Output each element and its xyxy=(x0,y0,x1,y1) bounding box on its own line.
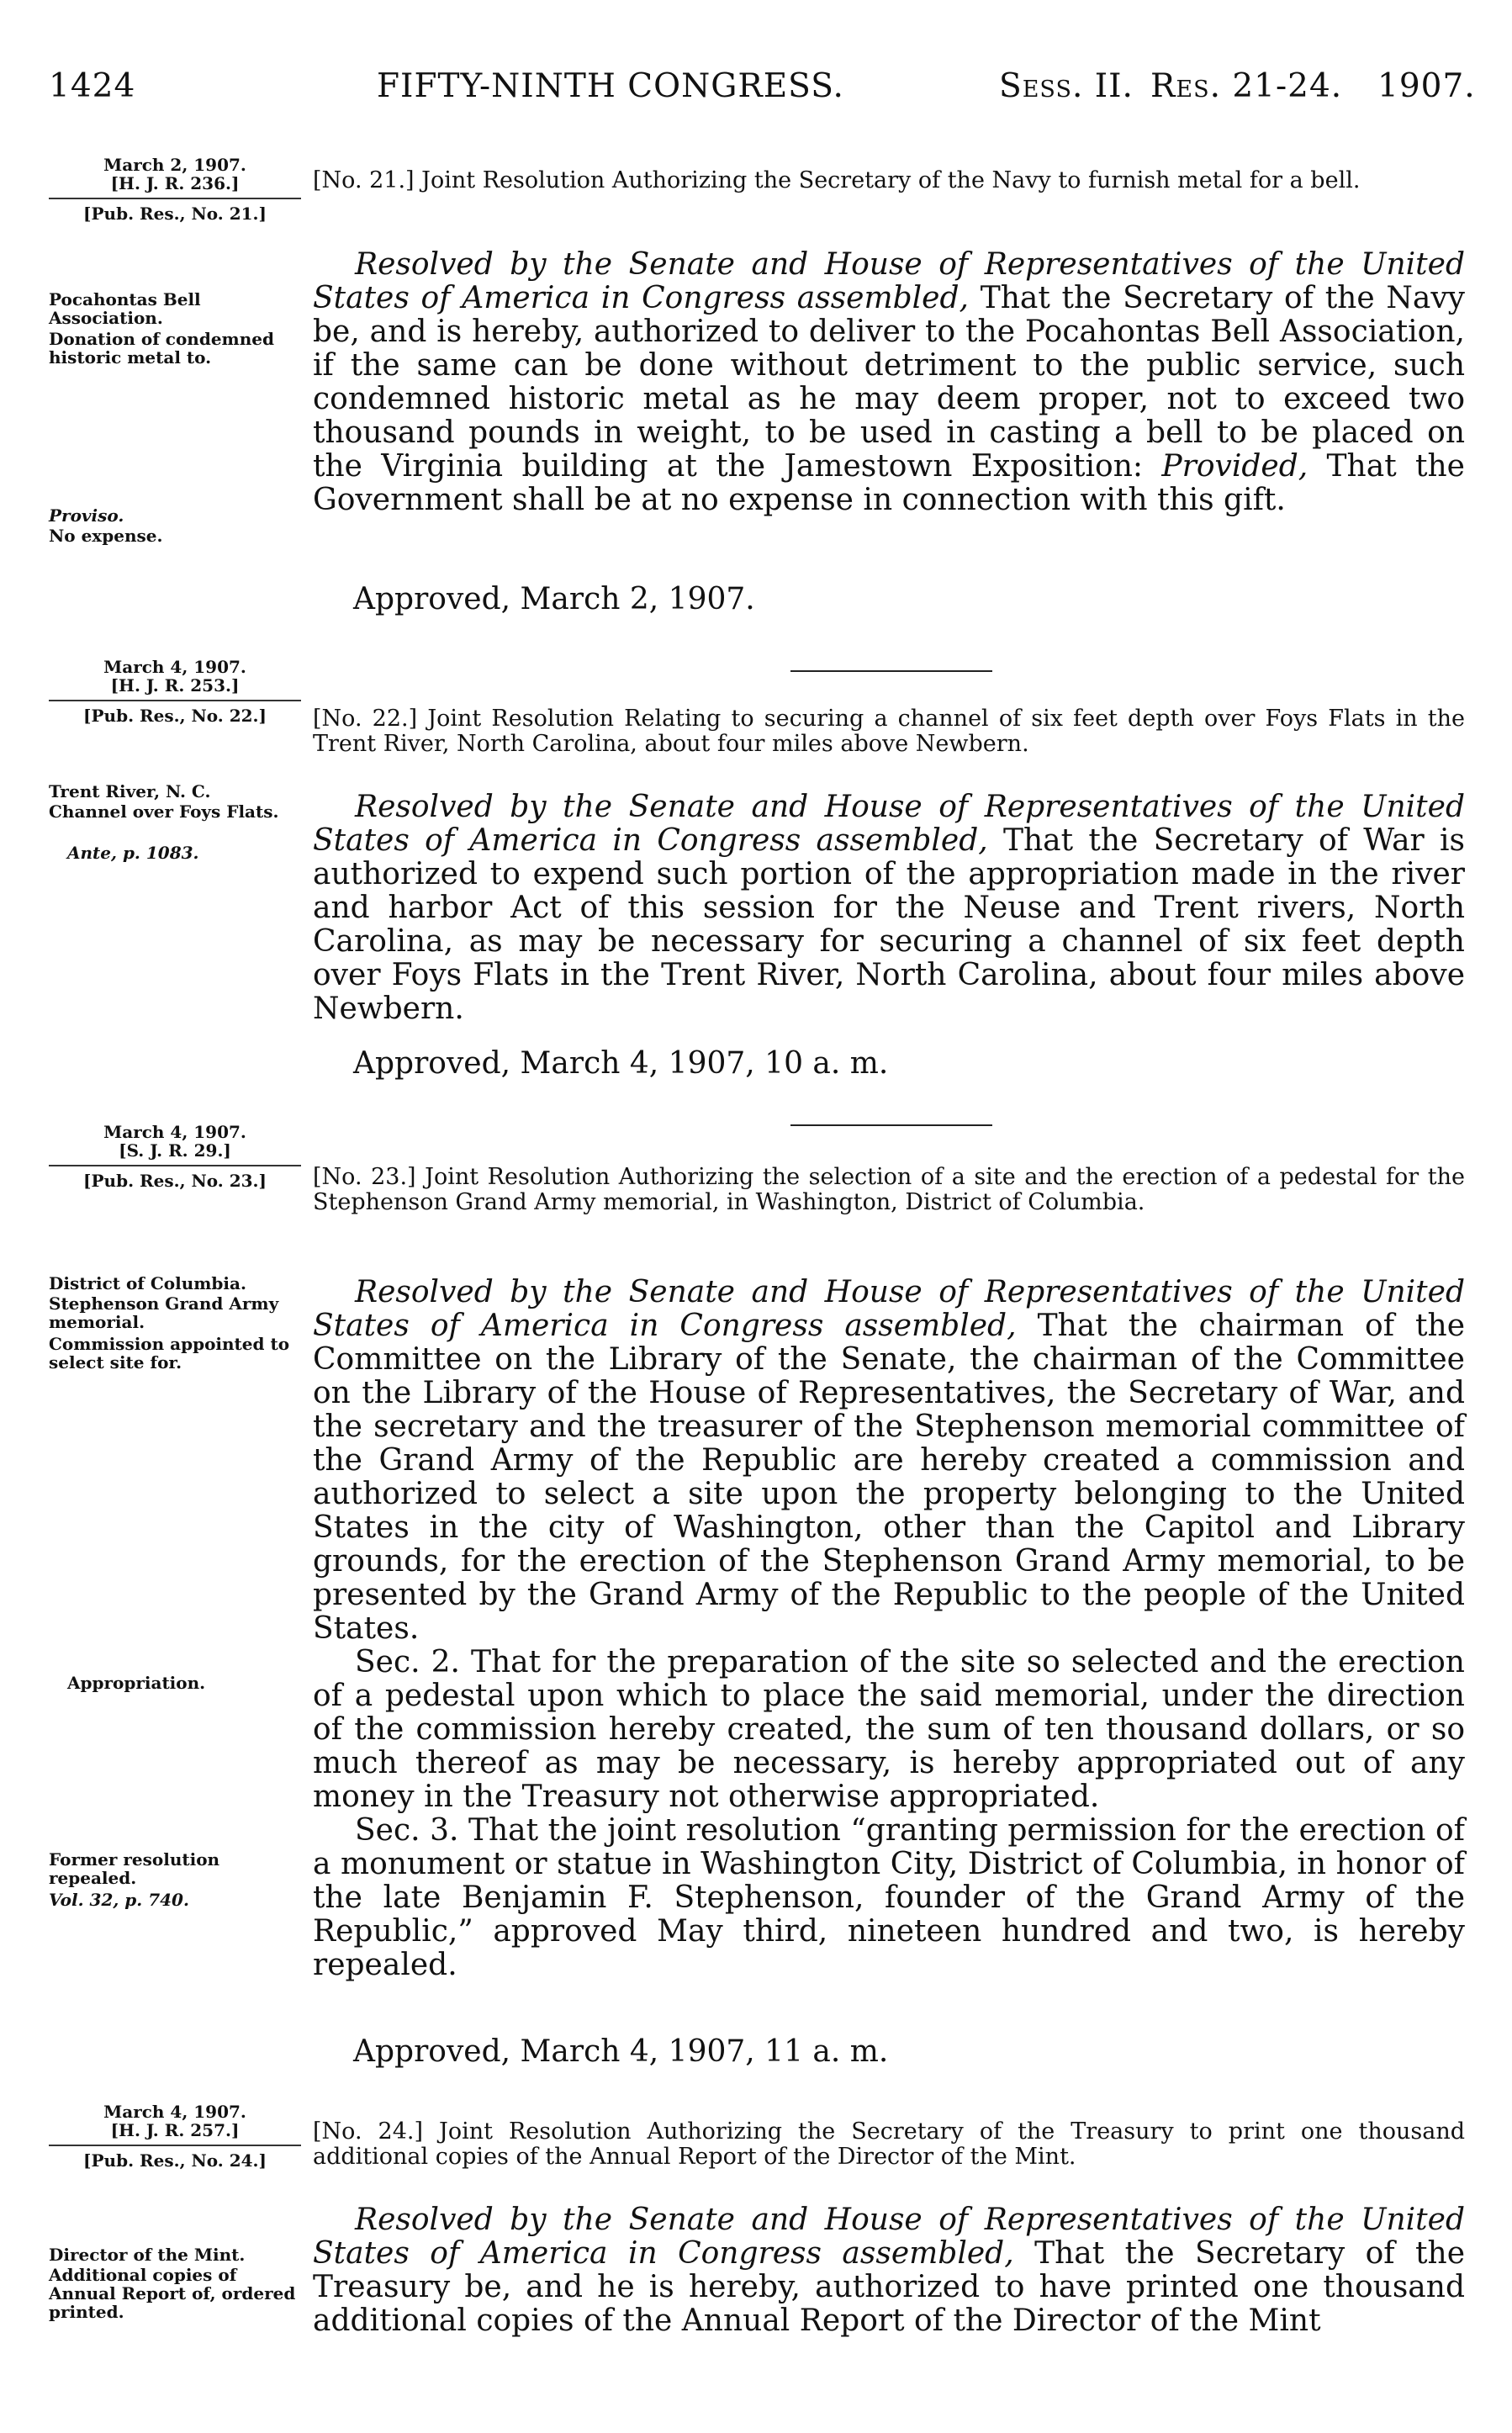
res21-date: March 2, 1907. xyxy=(103,155,246,175)
res24-number: [No. 24.] xyxy=(313,2118,423,2145)
res23-note-2: Stephenson Grand Army memorial. xyxy=(49,1293,279,1332)
res21-approved: Approved, March 2, 1907. xyxy=(353,582,755,616)
res23-margin-rule xyxy=(49,1165,301,1166)
res24-bill: [H. J. R. 257.] xyxy=(110,2120,240,2140)
res23-pub: [Pub. Res., No. 23.] xyxy=(83,1171,267,1191)
res21-note-2: Donation of condemned historic metal to. xyxy=(49,329,274,368)
res21-resolved: Resolved by the Senate and House of Representatives of the United States of America in Congress assembled, xyxy=(313,247,1465,315)
res23-title xyxy=(313,1165,1465,1215)
res21-number: [No. 21.] xyxy=(313,167,415,193)
res22-margin-rule xyxy=(49,700,301,701)
res24-resolved: Resolved by the Senate and House of Representatives of the United States of America in Congress assembled, xyxy=(313,2203,1465,2271)
res23-text: That the chairman of the Committee on the Library of the Senate, the chairman of the Committee on the Library of the House of Representatives, the Secretary of War, and the secretary and the treasurer of the Stephenson memorial committee of the Grand Army of the Republic are hereby created a commission and authorized to select a site upon the property belonging to the United States in the city of Washington, other than the Capitol and Library grounds, for the erection of the Stephenson Grand Army memorial, to be presented by the Grand Army of the Republic to the people of the United States. xyxy=(313,1309,1465,1646)
header-year: 1907. xyxy=(1377,67,1476,105)
res24-date: March 4, 1907. xyxy=(103,2102,246,2122)
res21-pub: [Pub. Res., No. 21.] xyxy=(83,204,267,224)
page-number: 1424 xyxy=(49,67,136,105)
res22-margin-citation xyxy=(49,658,301,725)
res21-note-1: Pocahontas Bell Association. xyxy=(49,289,201,328)
res22-note-1: Trent River, N. C. xyxy=(49,781,211,801)
res24-note-2: Additional copies of Annual Report of, ordered printed. xyxy=(49,2265,296,2322)
res22-resolved: Resolved by the Senate and House of Representatives of the United States of America in Congress assembled, xyxy=(313,790,1465,858)
res22-date: March 4, 1907. xyxy=(103,657,246,677)
res22-pub: [Pub. Res., No. 22.] xyxy=(83,706,267,726)
separator-1 xyxy=(790,670,992,672)
res23-bill: [S. J. R. 29.] xyxy=(119,1140,231,1161)
res21-title xyxy=(313,168,1465,193)
res24-title xyxy=(313,2119,1465,2170)
res24-title-text: Joint Resolution Authorizing the Secretary of the Treasury to print one thousand additional copies of the Annual Report of the Director of the Mint. xyxy=(313,2118,1465,2170)
res22-approved: Approved, March 4, 1907, 10 a. m. xyxy=(353,1046,889,1081)
res21-provided: Provided, xyxy=(1161,449,1308,484)
res23-body xyxy=(313,1276,1465,1982)
session: Sess. II. xyxy=(999,67,1134,105)
res24-body xyxy=(313,2203,1465,2338)
res22-body xyxy=(313,791,1465,1026)
res23-resolved: Resolved by the Senate and House of Representatives of the United States of America in Congress assembled, xyxy=(313,1275,1465,1343)
res21-body xyxy=(313,248,1465,517)
res21-proviso-label: Proviso. xyxy=(49,505,124,526)
res23-note-6: Vol. 32, p. 740. xyxy=(49,1890,189,1910)
res23-margin-citation xyxy=(49,1123,301,1190)
res23-note-1: District of Columbia. xyxy=(49,1273,246,1293)
res23-sec3: Sec. 3. That the joint resolution “granting permission for the erection of a monument or statue in Washington City, District of Columbia, in honor of the late Benjamin F. Stephenson, founder of the Grand Army of the Republic,” approved May third, nineteen hundred and two, is hereby repealed. xyxy=(313,1813,1465,1982)
res24-text: That the Secretary of the Treasury be, and he is hereby, authorized to have printed one thousand additional copies of the Annual Report of the Director of the Mint xyxy=(313,2236,1466,2338)
res24-pub: [Pub. Res., No. 24.] xyxy=(83,2150,267,2171)
res21-title-text: Joint Resolution Authorizing the Secretary of the Navy to furnish metal for a bell. xyxy=(421,167,1361,193)
res24-margin-citation xyxy=(49,2102,301,2170)
congress-title: FIFTY-NINTH CONGRESS. xyxy=(377,67,844,105)
res22-note-ante: Ante, p. 1083. xyxy=(67,843,199,863)
res23-note-4: Appropriation. xyxy=(67,1673,206,1693)
res21-margin-citation xyxy=(49,156,301,223)
res21-text: That the Secretary of the Navy be, and is hereby, authorized to deliver to the Pocahontas Bell Association, if the same can be done without detriment to the public service, such condemned historic metal as he may deem proper, not to exceed two thousand pounds in weight, to be used in casting a bell to be placed on the Virginia building at the Jamestown Exposition: xyxy=(313,281,1466,484)
res23-note-3: Commission appointed to select site for. xyxy=(49,1334,290,1373)
res23-date: March 4, 1907. xyxy=(103,1122,246,1142)
res23-number: [No. 23.] xyxy=(313,1164,416,1190)
res21-note-4: No expense. xyxy=(49,526,163,546)
running-header xyxy=(49,67,1476,118)
res23-note-5: Former resolution repealed. xyxy=(49,1849,220,1888)
resolution-range: Res. 21-24. xyxy=(1150,67,1343,105)
res23-approved: Approved, March 4, 1907, 11 a. m. xyxy=(353,2034,889,2069)
res23-title-text: Joint Resolution Authorizing the selection of a site and the erection of a pedestal for the Stephenson Grand Army memorial, in Washington, District of Columbia. xyxy=(313,1164,1465,1215)
res21-bill: [H. J. R. 236.] xyxy=(110,173,240,193)
separator-2 xyxy=(790,1124,992,1126)
res21-margin-rule xyxy=(49,198,301,199)
res22-title-text: Joint Resolution Relating to securing a channel of six feet depth over Foys Flats in the Trent River, North Carolina, about four miles above Newbern. xyxy=(313,706,1465,757)
res22-title xyxy=(313,706,1465,757)
res21-note-proviso xyxy=(49,506,301,525)
res24-note-1: Director of the Mint. xyxy=(49,2245,246,2265)
res22-text: That the Secretary of War is authorized to expend such portion of the appropriation made in the river and harbor Act of this session for the Neuse and Trent rivers, North Carolina, as may be necessary for securing a channel of six feet depth over Foys Flats in the Trent River, North Carolina, about four miles above Newbern. xyxy=(313,823,1465,1026)
res21-proviso-text: That the Government shall be at no expense in connection with this gift. xyxy=(313,449,1465,517)
res22-bill: [H. J. R. 253.] xyxy=(110,675,240,696)
res22-note-2: Channel over Foys Flats. xyxy=(49,801,279,822)
res22-number: [No. 22.] xyxy=(313,706,418,732)
res23-sec2: Sec. 2. That for the preparation of the site so selected and the erection of a pedestal upon which to place the said memorial, under the direction of the commission hereby created, the sum of ten thousand dollars, or so much thereof as may be necessary, is hereby appropriated out of any money in the Treasury not otherwise appropriated. xyxy=(313,1645,1465,1814)
res24-margin-rule xyxy=(49,2145,301,2146)
